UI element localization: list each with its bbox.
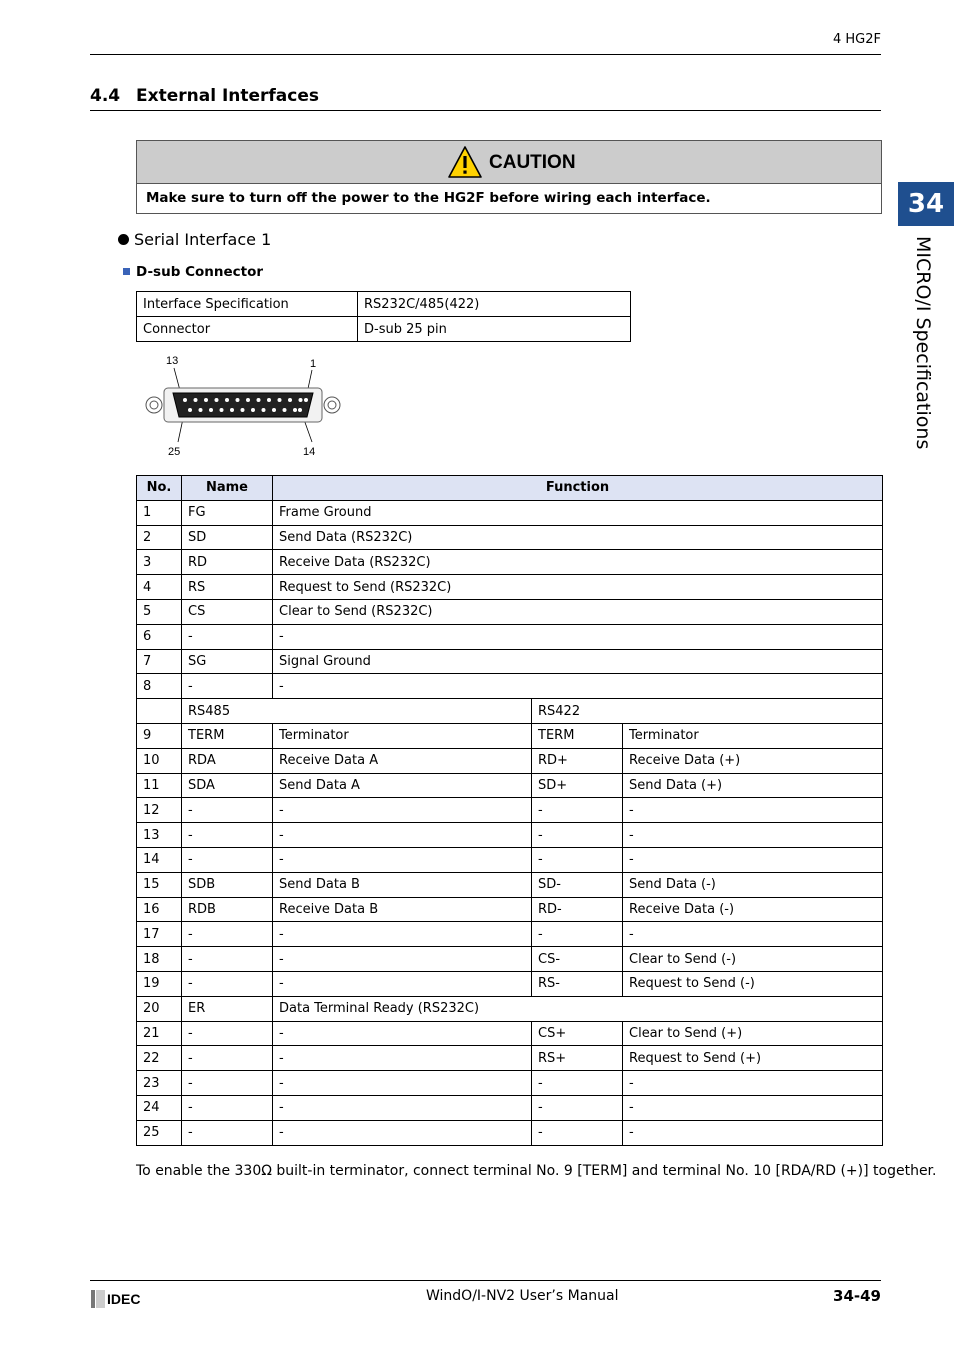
pin-no: 8 [137, 674, 182, 699]
table-row [137, 723, 883, 748]
chapter-tab[interactable]: 34 [898, 182, 954, 226]
pin-function-rs485: Receive Data A [273, 748, 532, 773]
pin-function-rs485: - [273, 1021, 532, 1046]
pin-label-1: 1 [310, 358, 317, 370]
pin-name-rs485: - [182, 823, 273, 848]
pin-function-rs422: - [623, 823, 883, 848]
section-rule [90, 110, 881, 111]
table-row [137, 292, 631, 317]
manual-title: WindO/I-NV2 User’s Manual [426, 1288, 619, 1304]
pin-name-rs422: RS- [532, 971, 623, 996]
pin-function-rs422: Clear to Send (+) [623, 1021, 883, 1046]
pin-function-rs422: Receive Data (-) [623, 897, 883, 922]
pin-name-rs485: - [182, 1021, 273, 1046]
group-label-rs485: RS485 [182, 699, 532, 724]
pin-label-25: 25 [168, 446, 181, 458]
pin-name: RS [182, 575, 273, 600]
pin-function: Data Terminal Ready (RS232C) [273, 996, 883, 1021]
pin-function-rs485: Terminator [273, 723, 532, 748]
pin-no: 25 [137, 1120, 182, 1145]
pin-no: 14 [137, 847, 182, 872]
pin-name: SD [182, 525, 273, 550]
pin-no: 12 [137, 798, 182, 823]
pin-name: RD [182, 550, 273, 575]
warning-icon [447, 145, 483, 179]
column-header-name: Name [182, 476, 273, 501]
dsub-heading-text: D-sub Connector [136, 264, 264, 280]
pin-name-rs485: RDA [182, 748, 273, 773]
pin-name: FG [182, 500, 273, 525]
pin-name-rs422: - [532, 1120, 623, 1145]
pin-name-rs485: RDB [182, 897, 273, 922]
table-row [137, 922, 883, 947]
spec-value: D-sub 25 pin [358, 317, 631, 342]
chapter-header: 4 HG2F [832, 32, 881, 47]
table-row [137, 624, 883, 649]
pin-name-rs422: TERM [532, 723, 623, 748]
pin-function-rs485: Receive Data B [273, 897, 532, 922]
spec-label: Interface Specification [137, 292, 358, 317]
pin-no: 24 [137, 1095, 182, 1120]
pin-function: - [273, 674, 883, 699]
pin-function: Request to Send (RS232C) [273, 575, 883, 600]
pin-name-rs422: - [532, 798, 623, 823]
spec-table [136, 291, 631, 342]
pin-name: CS [182, 599, 273, 624]
pin-function-rs485: Send Data A [273, 773, 532, 798]
pin-name: - [182, 674, 273, 699]
page-number: 34-49 [833, 1287, 881, 1305]
header-rule [90, 54, 881, 55]
dsub-heading [123, 264, 263, 280]
terminator-note: To enable the 330Ω built-in terminator, connect terminal No. 9 [TERM] and terminal No. 10 [RDA/RD (+)] together. [136, 1163, 937, 1179]
table-row [137, 798, 883, 823]
dsub-connector-diagram [140, 350, 345, 462]
pin-function-rs422: - [623, 922, 883, 947]
table-row [137, 317, 631, 342]
table-row [137, 897, 883, 922]
pin-function-rs485: - [273, 1095, 532, 1120]
caution-box [136, 140, 882, 214]
pin-no: 3 [137, 550, 182, 575]
pin-no: 9 [137, 723, 182, 748]
pin-name-rs485: - [182, 847, 273, 872]
pin-name-rs485: - [182, 1071, 273, 1096]
pin-function-rs485: - [273, 847, 532, 872]
pin-name: - [182, 624, 273, 649]
pin-name-rs485: - [182, 947, 273, 972]
table-row [137, 971, 883, 996]
group-label-rs422: RS422 [532, 699, 883, 724]
section-number: 4.4 [90, 86, 121, 106]
pin-name: SG [182, 649, 273, 674]
spec-value: RS232C/485(422) [358, 292, 631, 317]
pin-name-rs485: - [182, 1120, 273, 1145]
caution-header [137, 141, 881, 184]
table-row [137, 872, 883, 897]
chapter-tab-label: MICRO/I Specifications [912, 236, 934, 450]
pin-name-rs422: RS+ [532, 1046, 623, 1071]
pin-no: 17 [137, 922, 182, 947]
pin-name-rs422: - [532, 823, 623, 848]
pin-name: ER [182, 996, 273, 1021]
pin-no: 2 [137, 525, 182, 550]
pin-name-rs422: - [532, 1071, 623, 1096]
pin-function-rs485: - [273, 971, 532, 996]
group-label-row [137, 699, 883, 724]
pin-table [136, 475, 883, 1146]
pin-no: 20 [137, 996, 182, 1021]
table-row [137, 996, 883, 1021]
pin-function-rs485: - [273, 823, 532, 848]
table-header-row [137, 476, 883, 501]
table-row [137, 525, 883, 550]
pin-function: Signal Ground [273, 649, 883, 674]
table-row [137, 1021, 883, 1046]
pin-no: 16 [137, 897, 182, 922]
serial-interface-heading [118, 230, 271, 249]
table-row [137, 550, 883, 575]
pin-name-rs422: SD- [532, 872, 623, 897]
pin-function: Receive Data (RS232C) [273, 550, 883, 575]
table-row [137, 1120, 883, 1145]
bullet-square-icon [123, 268, 130, 275]
pin-name-rs485: - [182, 798, 273, 823]
pin-function: Send Data (RS232C) [273, 525, 883, 550]
pin-name-rs422: SD+ [532, 773, 623, 798]
pin-function-rs485: - [273, 1071, 532, 1096]
svg-text:IDEC: IDEC [107, 1291, 141, 1307]
pin-name-rs485: - [182, 1095, 273, 1120]
pin-no: 19 [137, 971, 182, 996]
pin-function: Frame Ground [273, 500, 883, 525]
pin-name-rs422: CS- [532, 947, 623, 972]
pin-label-13: 13 [166, 355, 179, 367]
pin-name-rs485: - [182, 1046, 273, 1071]
section-title [90, 86, 319, 106]
pin-name-rs422: - [532, 847, 623, 872]
pin-function-rs422: - [623, 1071, 883, 1096]
pin-name-rs422: CS+ [532, 1021, 623, 1046]
table-row [137, 500, 883, 525]
pin-no: 10 [137, 748, 182, 773]
section-title-text: External Interfaces [136, 86, 319, 106]
pin-no: 18 [137, 947, 182, 972]
pin-name-rs485: - [182, 971, 273, 996]
pin-function-rs485: - [273, 922, 532, 947]
table-row [137, 947, 883, 972]
pin-function-rs422: - [623, 1095, 883, 1120]
pin-function-rs485: - [273, 947, 532, 972]
pin-function-rs422: Request to Send (-) [623, 971, 883, 996]
table-row [137, 847, 883, 872]
pin-no: 5 [137, 599, 182, 624]
pin-name-rs422: - [532, 922, 623, 947]
idec-logo [91, 1289, 149, 1313]
pin-name-rs485: SDA [182, 773, 273, 798]
pin-function-rs485: - [273, 1120, 532, 1145]
pin-function-rs485: Send Data B [273, 872, 532, 897]
pin-no: 21 [137, 1021, 182, 1046]
pin-no: 11 [137, 773, 182, 798]
pin-name-rs485: - [182, 922, 273, 947]
pin-no: 23 [137, 1071, 182, 1096]
pin-function-rs485: - [273, 798, 532, 823]
table-row [137, 1095, 883, 1120]
spec-label: Connector [137, 317, 358, 342]
column-header-function: Function [273, 476, 883, 501]
table-row [137, 748, 883, 773]
pin-function-rs422: Clear to Send (-) [623, 947, 883, 972]
table-row [137, 1071, 883, 1096]
pin-no: 15 [137, 872, 182, 897]
table-row [137, 1046, 883, 1071]
pin-function: - [273, 624, 883, 649]
caution-label: CAUTION [489, 152, 576, 173]
table-row [137, 575, 883, 600]
pin-no: 13 [137, 823, 182, 848]
table-row [137, 649, 883, 674]
pin-function: Clear to Send (RS232C) [273, 599, 883, 624]
pin-no: 1 [137, 500, 182, 525]
table-row [137, 599, 883, 624]
bullet-dot-icon [118, 234, 129, 245]
pin-function-rs422: - [623, 1120, 883, 1145]
pin-function-rs422: Send Data (-) [623, 872, 883, 897]
pin-function-rs422: Receive Data (+) [623, 748, 883, 773]
pin-name-rs485: TERM [182, 723, 273, 748]
pin-no: 6 [137, 624, 182, 649]
pin-no: 7 [137, 649, 182, 674]
table-row [137, 773, 883, 798]
pin-name-rs422: - [532, 1095, 623, 1120]
pin-function-rs422: Send Data (+) [623, 773, 883, 798]
table-row [137, 823, 883, 848]
pin-label-14: 14 [303, 446, 316, 458]
pin-no: 4 [137, 575, 182, 600]
pin-function-rs485: - [273, 1046, 532, 1071]
pin-function-rs422: - [623, 798, 883, 823]
pin-no: 22 [137, 1046, 182, 1071]
pin-function-rs422: - [623, 847, 883, 872]
column-header-no: No. [137, 476, 182, 501]
caution-text: Make sure to turn off the power to the HG2F before wiring each interface. [146, 190, 711, 206]
pin-function-rs422: Request to Send (+) [623, 1046, 883, 1071]
pin-function-rs422: Terminator [623, 723, 883, 748]
serial-interface-heading-text: Serial Interface 1 [134, 230, 272, 249]
footer-rule [90, 1280, 881, 1281]
pin-name-rs485: SDB [182, 872, 273, 897]
pin-name-rs422: RD- [532, 897, 623, 922]
pin-name-rs422: RD+ [532, 748, 623, 773]
table-row [137, 674, 883, 699]
